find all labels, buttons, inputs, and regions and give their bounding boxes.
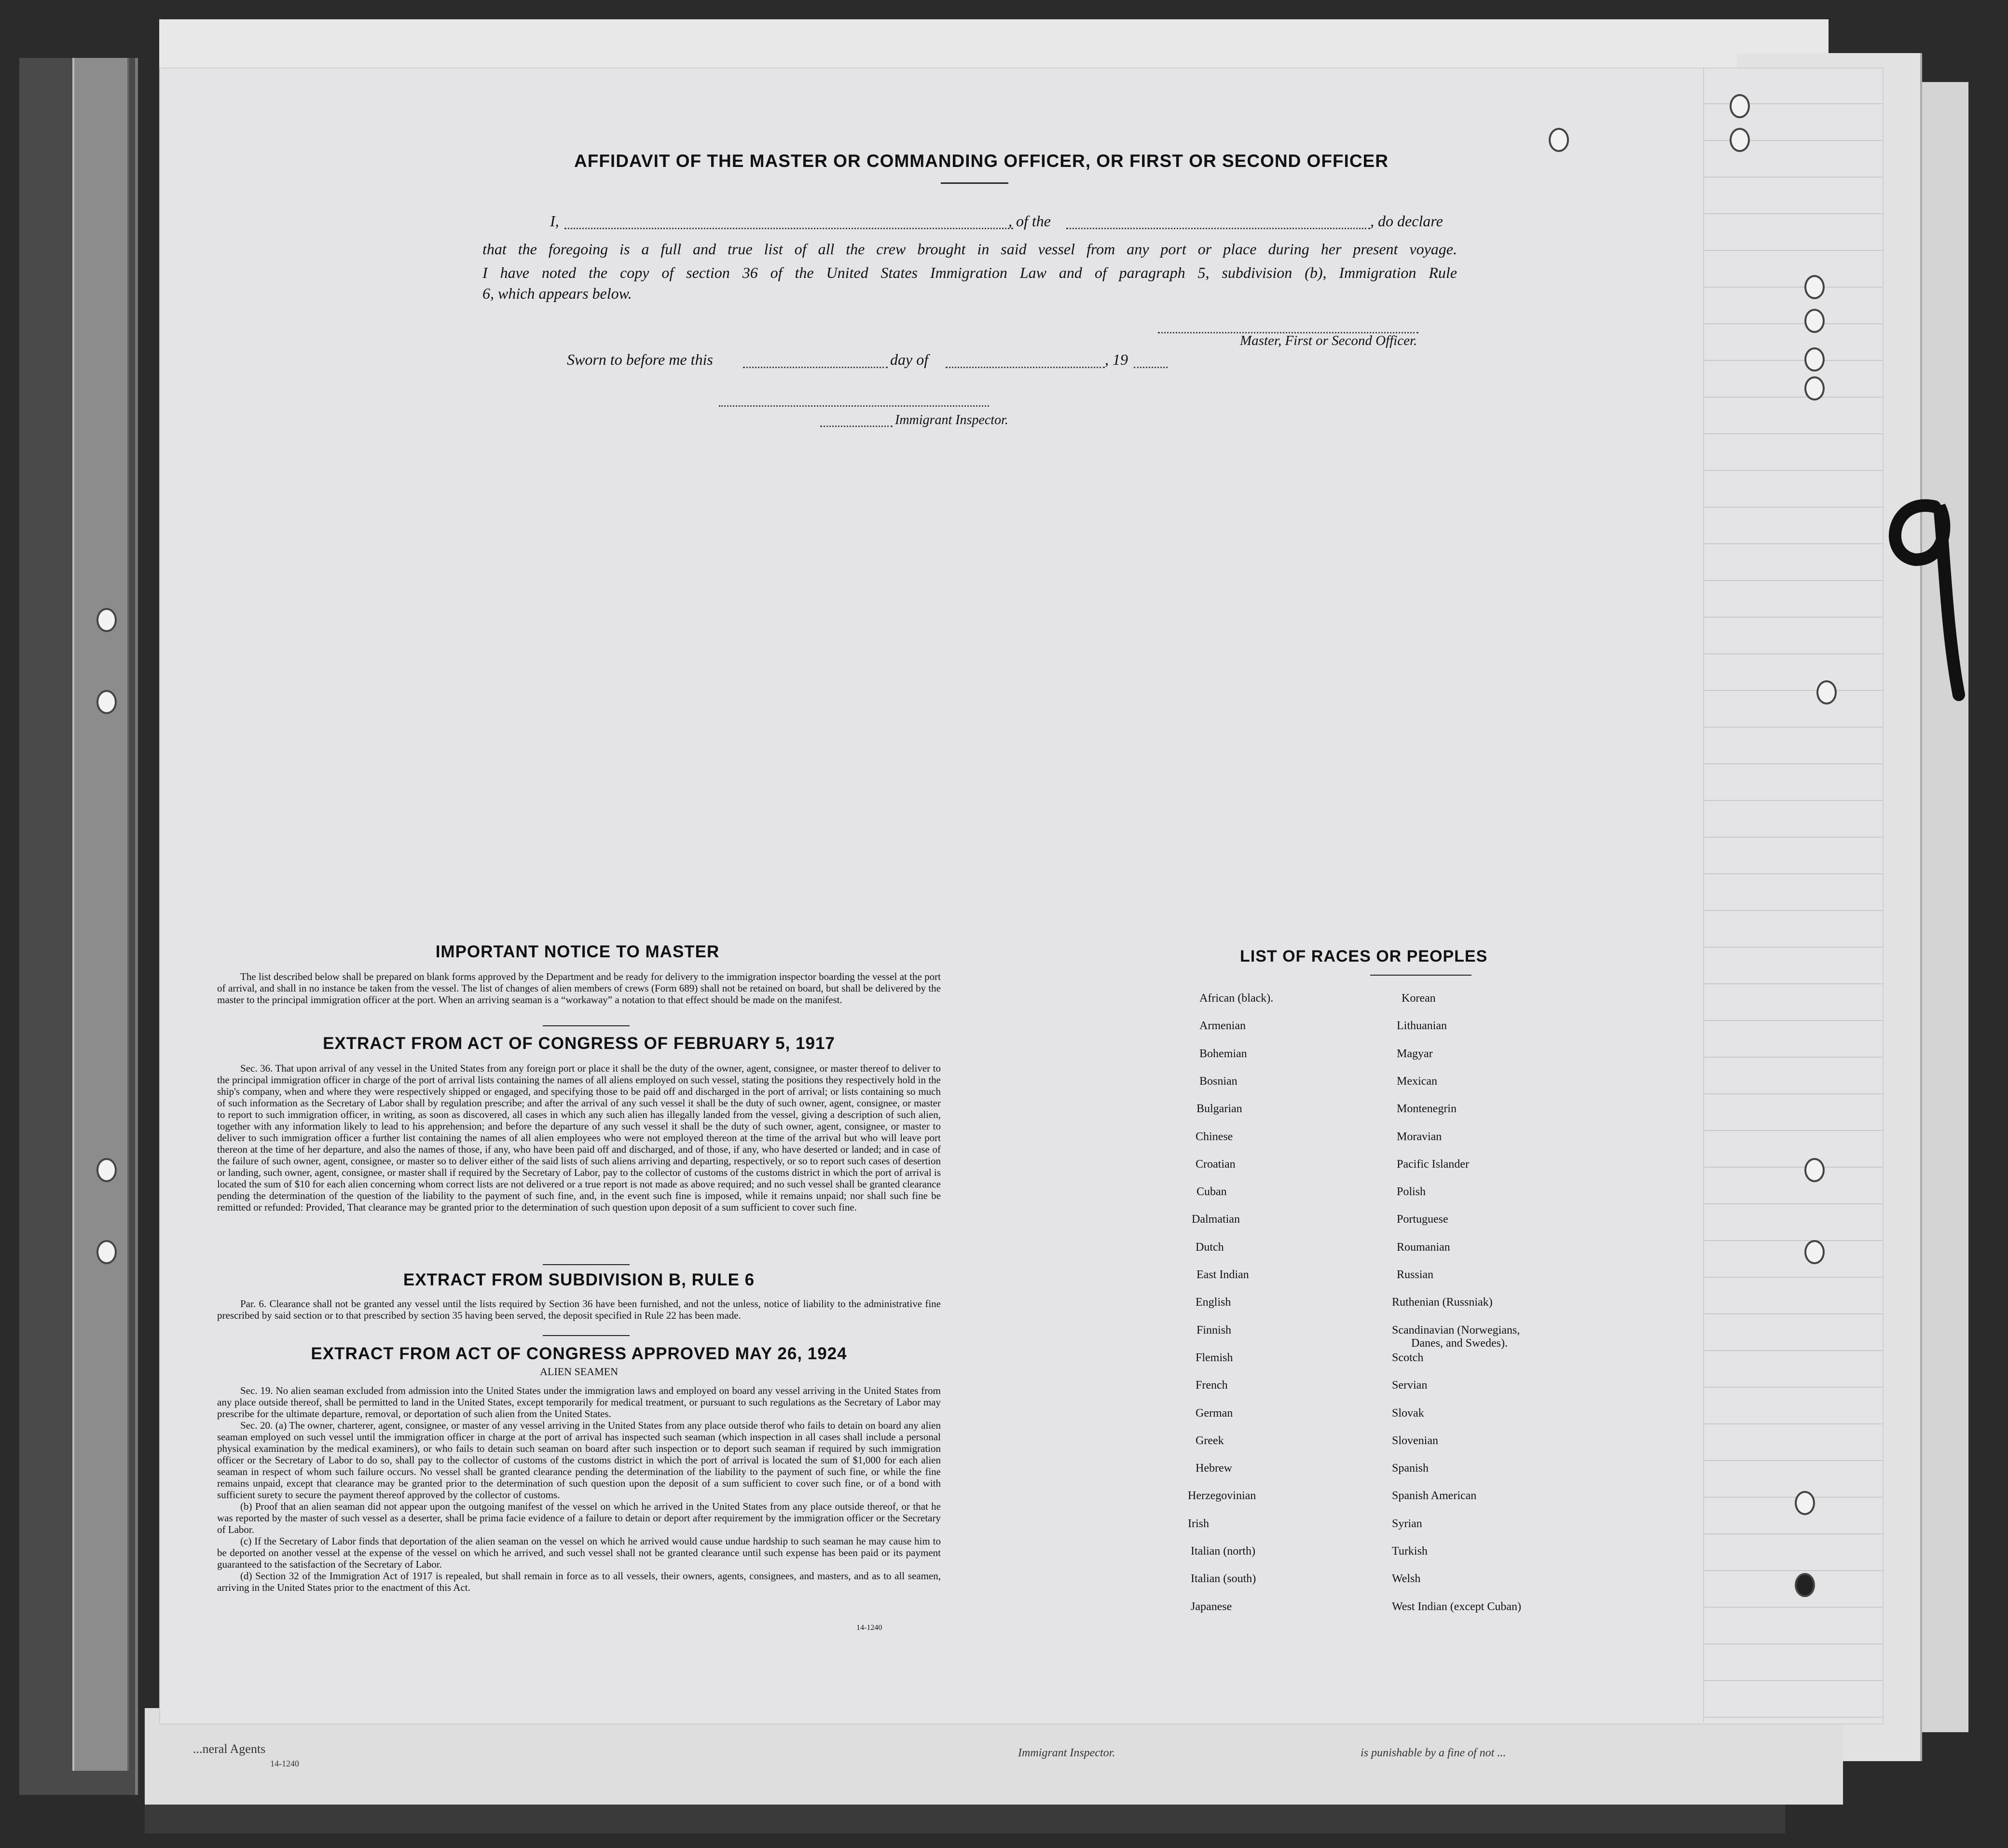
race-item: East Indian <box>1197 1269 1249 1281</box>
race-item: Slovenian <box>1392 1434 1438 1447</box>
extract-1924-title: EXTRACT FROM ACT OF CONGRESS APPROVED MAY 26, 1924 <box>311 1344 847 1363</box>
underpage-center-text: Immigrant Inspector. <box>1018 1747 1115 1759</box>
extract-1917-title: EXTRACT FROM ACT OF CONGRESS OF FEBRUARY 5, 1917 <box>323 1034 835 1053</box>
punch-hole-icon <box>1549 128 1569 152</box>
extract-1924-text: Sec. 19. No alien seaman excluded from admission into the United States under the immigration laws and employed on board any vessel arriving in the United States from any place outside thereof, shall be permitted to land in the United States, except temporarily for medical treatment, or pursuant to such regulations as the Secretary of Labor may prescribe for the ultimate departure, removal, or deportation of such alien from the United States. Sec. 20. (a) The owner, charterer, agent, consignee, or master of any vessel arriving in the United States from any place outside therof who fails to detain on board any alien seaman employed on such vessel until the immigration officer in charge at the port of arrival has inspected such seaman (which inspection in all cases shall include a personal physical examination by the medical examiners), or who fails to detain such seaman on board after such inspection or to deport such seaman if required by such immigration officer or the Secretary of Labor to do so, shall pay to the collector of customs of the customs district in which the port of arrival is located the sum of $1,000 for each alien seaman in respect of whom such failure occurs. No vessel shall be granted clearance pending the determination of the liability to the payment of such fine, or while the fine remains unpaid, except that clearance may be granted prior to the determination of such question upon the deposit of a sum sufficient to cover such fine, or of a bond with sufficient surety to secure the payment thereof approved by the collector of customs. (b) Proof that an alien seaman did not appear upon the outgoing manifest of the vessel on which he arrived in the United States from any place outside thereof, or that he was reported by the master of such vessel as a deserter, shall be prima facie evidence of a failure to detain or deport after requirement by the immigration officer or the Secretary of Labor. (c) If the Secretary of Labor finds that deportation of the alien seaman on the vessel on which he arrived would cause undue hardship to such seaman he may cause him to be deported on another vessel at the expense of the vessel on which he arrived, and such vessel shall not be granted clearance until such expense has been paid or its payment guaranteed to the satisfaction of the Secretary of Labor. (d) Section 32 of the Immigration Act of 1917 is repealed, but shall remain in force as to all vessels, their owners, agents, consignees, and masters, and as to all seamen, arriving in the United States prior to the enactment of this Act. <box>217 1385 941 1593</box>
race-item: Flemish <box>1196 1351 1233 1364</box>
ruled-margin-lines <box>1703 68 1883 1723</box>
race-item: Spanish <box>1392 1462 1429 1475</box>
race-item: Cuban <box>1197 1186 1227 1199</box>
punch-hole-icon <box>96 1158 117 1182</box>
extract-1924-subtitle: ALIEN SEAMEN <box>540 1365 618 1378</box>
races-title: LIST OF RACES OR PEOPLES <box>1240 947 1488 965</box>
affidavit-line1-start: I, <box>550 212 559 230</box>
race-item: French <box>1196 1379 1228 1392</box>
punch-hole-icon <box>1795 1573 1815 1597</box>
race-item: Italian (north) <box>1191 1545 1255 1558</box>
race-item: Dutch <box>1196 1241 1224 1254</box>
underpage-right-text: is punishable by a fine of not ... <box>1361 1747 1506 1759</box>
race-item: Armenian <box>1199 1020 1246 1033</box>
extract-rule6-title: EXTRACT FROM SUBDIVISION B, RULE 6 <box>403 1270 755 1289</box>
inspector-signature-field-2[interactable] <box>820 426 893 427</box>
punch-hole-icon <box>1804 347 1825 372</box>
notice-title: IMPORTANT NOTICE TO MASTER <box>435 942 720 961</box>
race-item: Japanese <box>1191 1600 1232 1613</box>
race-item: Italian (south) <box>1191 1572 1256 1586</box>
underpage-left-number: 14-1240 <box>270 1759 299 1768</box>
punch-hole-icon <box>96 1240 117 1264</box>
affidavit-line4: 6, which appears below. <box>482 285 632 302</box>
affidavit-title: AFFIDAVIT OF THE MASTER OR COMMANDING OFFICER, OR FIRST OR SECOND OFFICER <box>574 151 1389 171</box>
divider <box>543 1335 630 1336</box>
race-item: Russian <box>1397 1269 1434 1281</box>
race-item: Portuguese <box>1397 1213 1448 1226</box>
race-item: Dalmatian <box>1192 1213 1240 1226</box>
race-item: Mexican <box>1397 1075 1437 1088</box>
punch-hole-icon <box>96 608 117 632</box>
affidavit-line1-end: , do declare <box>1370 212 1443 230</box>
punch-hole-icon <box>1795 1491 1815 1515</box>
race-item: Irish <box>1188 1517 1209 1530</box>
title-underline <box>941 182 1008 184</box>
race-item: Croatian <box>1196 1158 1236 1171</box>
bottom-dark-edge <box>145 1805 1785 1834</box>
punch-hole-icon <box>1804 1158 1825 1182</box>
race-item: Greek <box>1196 1434 1224 1447</box>
race-item: Hebrew <box>1196 1462 1232 1475</box>
inspector-label: Immigrant Inspector. <box>895 413 1008 428</box>
race-item: Ruthenian (Russniak) <box>1392 1296 1493 1309</box>
race-item: Montenegrin <box>1397 1103 1457 1116</box>
extract-1917-text: Sec. 36. That upon arrival of any vessel in the United States from any foreign port or place it shall be the duty of the owner, agent, consignee, or master thereof to deliver to the principal immigration officer in charge of the port of arrival lists containing the names of all aliens employed on such vessel, stating the positions they respectively hold in the ship's company, when and where they were respectively shipped or engaged, and specifying those to be paid off and discharged in the port of arrival; or lists containing so much of such information as the Secretary of Labor shall by regulation prescribe; and after the arrival of any such vessel it shall be the duty of such owner, agent, consignee, or master to report to such immigration officer, in writing, as soon as discovered, all cases in which any such alien has illegally landed from the vessel, giving a description of such alien, together with any information likely to lead to his apprehension; and before the departure of any such vessel it shall be the duty of such owner, agent, consignee, or master to deliver to such immigration officer a further list containing the names of all alien employees who were not employed thereon at the time of the arrival but who will leave port thereon at the time of her departure, and also the names of those, if any, who have been paid off and discharged, and of those, if any, who have deserted or landed; and in case of the failure of such owner, agent, consignee, or master so to deliver either of the said lists of such aliens arriving and departing, respectively, or so to report such cases of desertion or landing, such owner, agent, consignee, or master shall if required by the Secretary of Labor, pay to the collector of customs of the customs district in which the port of arrival is located the sum of $10 for each alien concerning whom correct lists are not delivered or a true report is not made as above required; and no such vessel shall be granted clearance pending the determination of the question of the liability to the payment of such fine, and, in the event such fine is imposed, while it remains unpaid; nor shall such fine be remitted or refunded: Provided, That clearance may be granted prior to the determination of such question upon deposit of a sum sufficient to cover such fine. <box>217 1062 941 1213</box>
punch-hole-icon <box>1804 1240 1825 1264</box>
affidavit-line3: I have noted the copy of section 36 of the United States Immigration Law and of paragraph 5, subdivision (b), Immigration Rule <box>482 264 1457 281</box>
sworn-year-text: , 19 <box>1105 351 1128 368</box>
binding-strap <box>72 58 129 1771</box>
race-item-continuation: Danes, and Swedes). <box>1411 1337 1508 1350</box>
sworn-year-field[interactable] <box>1134 367 1168 368</box>
master-label: Master, First or Second Officer. <box>1240 333 1417 348</box>
races-title-underline <box>1370 975 1472 976</box>
punch-hole-icon <box>1730 128 1750 152</box>
punch-hole-icon <box>96 690 117 714</box>
handwritten-mark-icon <box>1862 487 1973 709</box>
affidavit-line2: that the foregoing is a full and true list of all the crew brought in said vessel from any port or place during her present voyage. <box>482 240 1457 258</box>
punch-hole-icon <box>1804 376 1825 400</box>
race-item: Bulgarian <box>1197 1103 1242 1116</box>
race-item: Korean <box>1402 992 1436 1005</box>
race-item: Polish <box>1397 1186 1426 1199</box>
race-item: Roumanian <box>1397 1241 1450 1254</box>
race-item: Turkish <box>1392 1545 1428 1558</box>
race-item: German <box>1196 1407 1233 1420</box>
divider <box>543 1264 630 1265</box>
affidavit-line1-mid: , of the <box>1008 212 1051 230</box>
sworn-text: Sworn to before me this <box>567 351 713 368</box>
race-item: Syrian <box>1392 1517 1422 1530</box>
race-item: Servian <box>1392 1379 1428 1392</box>
punch-hole-icon <box>1816 680 1837 704</box>
race-item: Lithuanian <box>1397 1020 1447 1033</box>
race-item: Herzegovinian <box>1188 1489 1256 1503</box>
race-item: African (black). <box>1199 992 1274 1005</box>
race-item: Welsh <box>1392 1572 1421 1586</box>
race-item: English <box>1196 1296 1231 1309</box>
race-item: Spanish American <box>1392 1489 1477 1503</box>
race-item: Slovak <box>1392 1407 1424 1420</box>
punch-hole-icon <box>1804 309 1825 333</box>
race-item: Moravian <box>1397 1130 1442 1143</box>
race-item: Magyar <box>1397 1047 1433 1060</box>
race-item: Scotch <box>1392 1351 1424 1364</box>
underpage-left-text: ...neral Agents <box>193 1742 266 1756</box>
sworn-month-field[interactable] <box>946 367 1105 368</box>
form-number: 14-1240 <box>856 1624 882 1632</box>
sworn-dayof-text: day of <box>890 351 929 368</box>
extract-rule6-text: Par. 6. Clearance shall not be granted any vessel until the lists required by Section 36 have been furnished, and not the unless, notice of liability to the administrative fine prescribed by said section or to that prescribed by section 35 having been served, the deposit specified in Rule 22 has been made. <box>217 1298 941 1321</box>
notice-text: The list described below shall be prepared on blank forms approved by the Department and be ready for delivery to the immigration inspector boarding the vessel at the port of arrival, and shall in no instance be taken from the vessel. The list of changes of alien members of crews (Form 689) shall not be retained on board, but shall be delivered by the master to the principal immigration officer at the port. When an arriving seaman is a “workaway” a notation to that effect should be made on the manifest. <box>217 971 941 1006</box>
divider <box>543 1025 630 1026</box>
vessel-field[interactable] <box>1066 228 1370 229</box>
race-item: Finnish <box>1197 1324 1232 1337</box>
inspector-signature-field[interactable] <box>719 405 989 407</box>
race-item: West Indian (except Cuban) <box>1392 1600 1521 1613</box>
race-item: Pacific Islander <box>1397 1158 1469 1171</box>
punch-hole-icon <box>1804 275 1825 299</box>
punch-hole-icon <box>1730 94 1750 118</box>
race-item: Bosnian <box>1199 1075 1238 1088</box>
sworn-day-field[interactable] <box>743 367 888 368</box>
race-item: Chinese <box>1196 1130 1233 1143</box>
name-field[interactable] <box>564 228 1013 229</box>
race-item: Scandinavian (Norwegians, <box>1392 1324 1520 1337</box>
race-item: Bohemian <box>1199 1047 1247 1060</box>
